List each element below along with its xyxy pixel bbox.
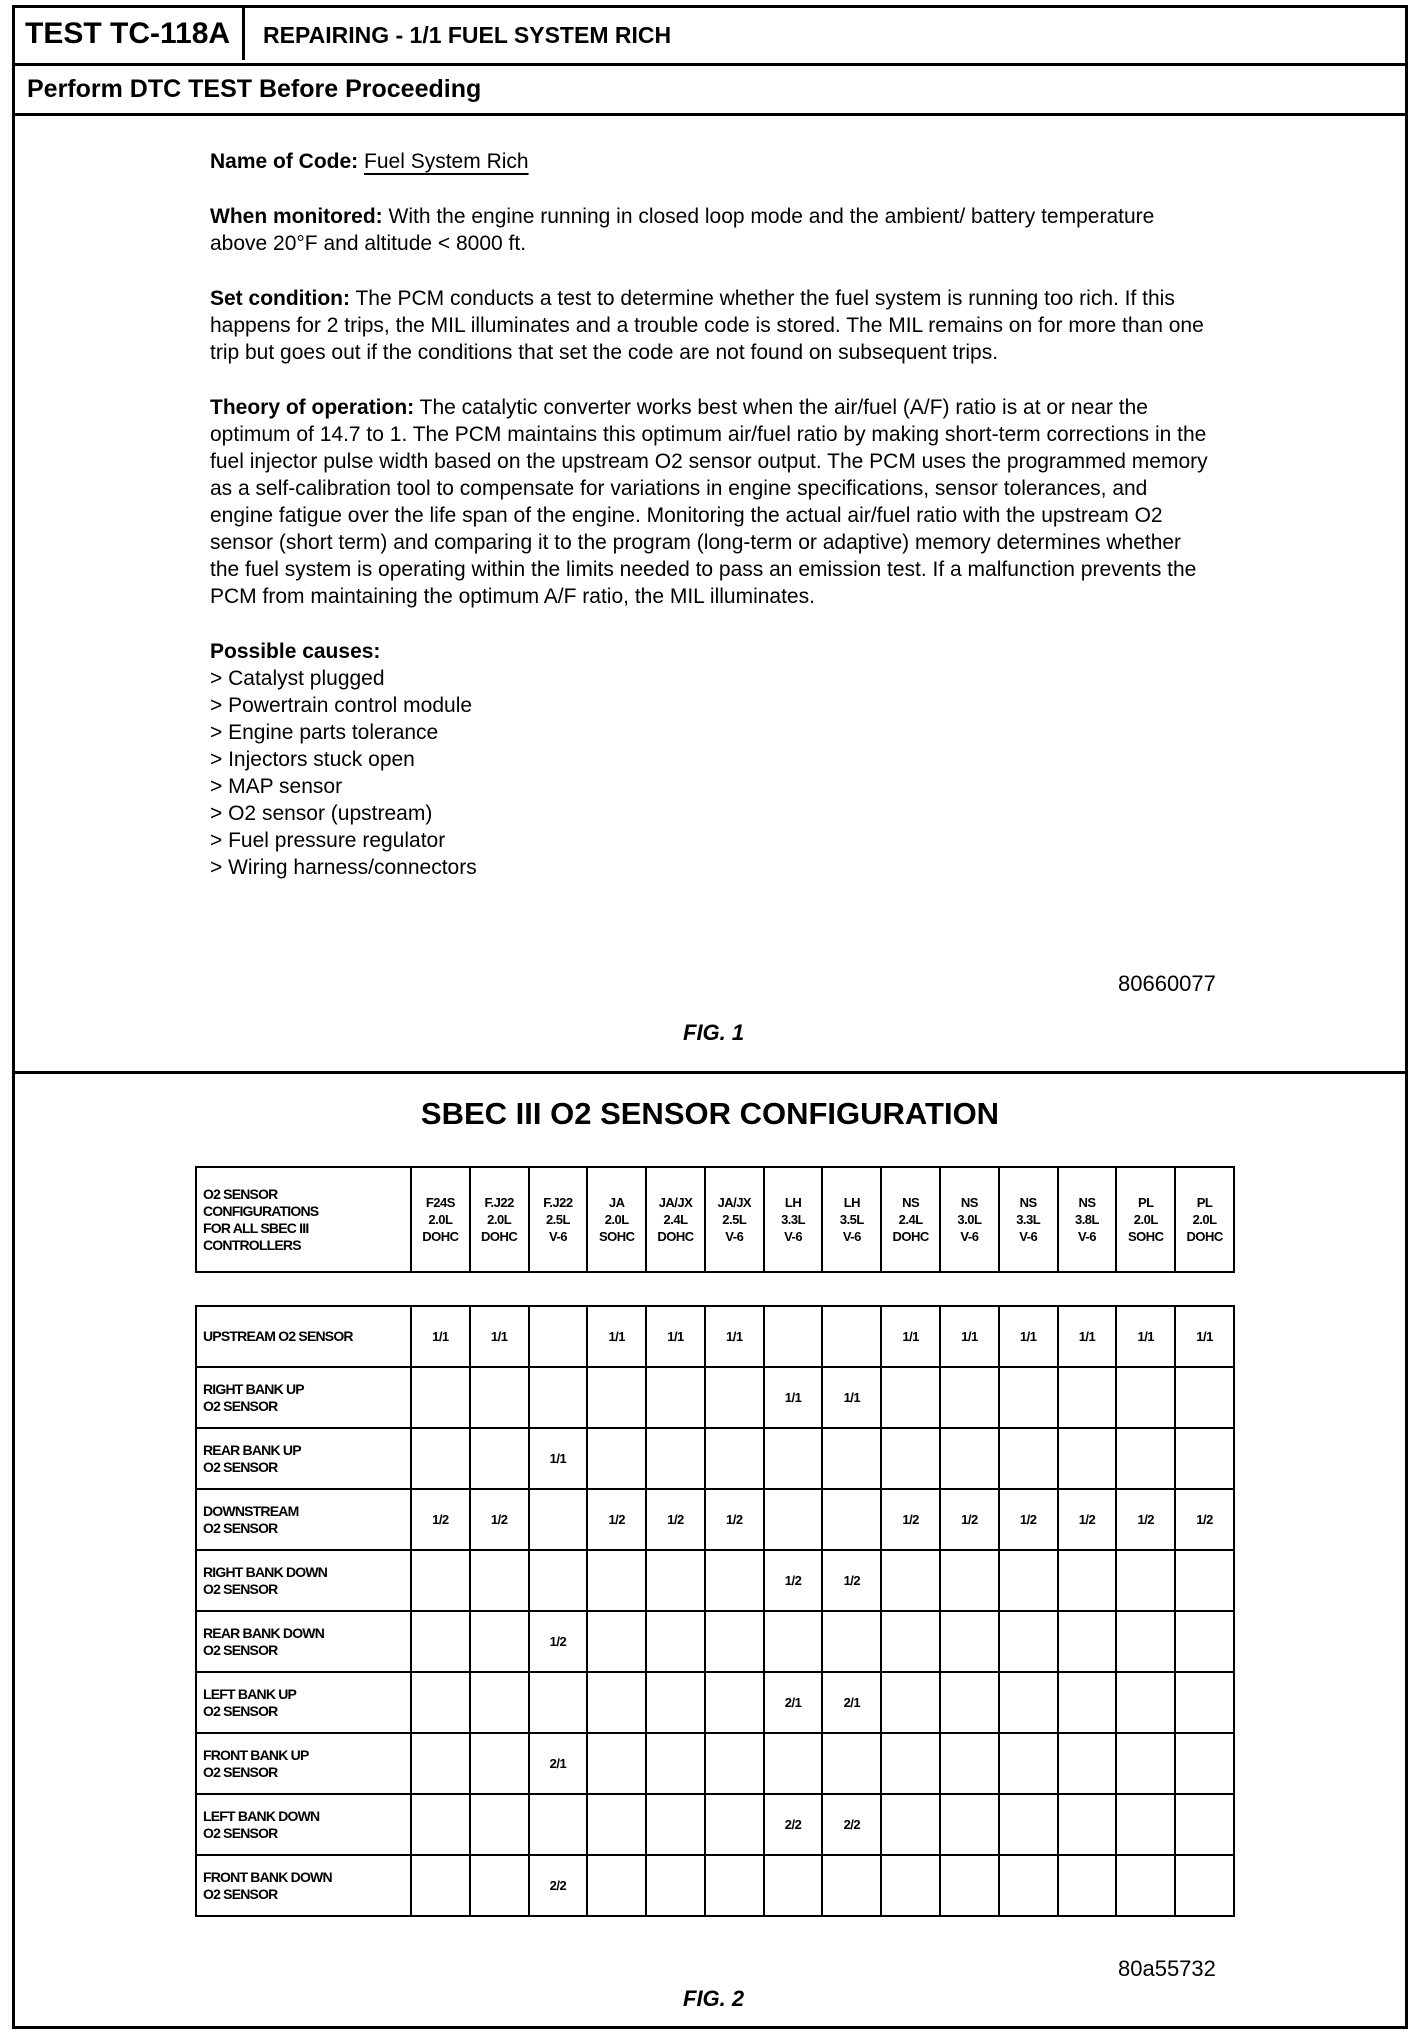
table-cell bbox=[529, 1306, 588, 1367]
table-cell bbox=[1058, 1672, 1117, 1733]
table-cell bbox=[411, 1794, 470, 1855]
table-cell bbox=[470, 1428, 529, 1489]
theory-text: The catalytic converter works best when the air/fuel (A/F) ratio is at or near the optimum of 14.7 to 1. The PCM maintains this optimum air/fuel ratio by making short-term corrections in the fuel injector pulse width based on the upstream O2 sensor output. The PCM uses the programmed memory as a self-calibration tool to compensate for variations in engine specifications, sensor tolerances, and engine fatigue over the life span of the engine. Monitoring the actual air/fuel ratio with the upstream O2 sensor (short term) and comparing it to the program (long-term or adaptive) memory determines whether the fuel system is operating within the limits needed to pass an emission test. If a malfunction prevents the PCM from maintaining the optimum A/F ratio, the MIL illuminates. bbox=[210, 396, 1208, 608]
table-cell: 1/1 bbox=[1058, 1306, 1117, 1367]
column-header-line: 2.4L bbox=[663, 1212, 688, 1227]
table-cell bbox=[587, 1428, 646, 1489]
code-name-value: Fuel System Rich bbox=[364, 150, 529, 173]
table-cell bbox=[587, 1733, 646, 1794]
table-cell bbox=[587, 1550, 646, 1611]
table-cell bbox=[1116, 1428, 1175, 1489]
row-label bbox=[196, 1428, 411, 1489]
column-header bbox=[999, 1167, 1058, 1272]
row-label-line: O2 SENSOR bbox=[203, 1519, 278, 1536]
table-cell bbox=[705, 1611, 764, 1672]
table-cell bbox=[470, 1855, 529, 1916]
table-cell: 1/1 bbox=[1116, 1306, 1175, 1367]
column-header-line: 2.0L bbox=[428, 1212, 453, 1227]
table-cell bbox=[999, 1794, 1058, 1855]
table-cell: 1/1 bbox=[411, 1306, 470, 1367]
table-cell bbox=[822, 1855, 881, 1916]
column-header bbox=[470, 1167, 529, 1272]
column-header-line: DOHC bbox=[481, 1229, 518, 1244]
row-label-line: DOWNSTREAM bbox=[203, 1502, 299, 1519]
table-cell bbox=[1175, 1550, 1234, 1611]
column-header-line: 3.0L bbox=[957, 1212, 982, 1227]
table-cell bbox=[529, 1794, 588, 1855]
set-condition-label: Set condition: bbox=[210, 287, 350, 310]
table-cell bbox=[764, 1611, 823, 1672]
row-label-line: O2 SENSOR bbox=[203, 1702, 278, 1719]
table-cell bbox=[822, 1611, 881, 1672]
table-cell bbox=[1175, 1611, 1234, 1672]
table-cell bbox=[881, 1855, 940, 1916]
column-header bbox=[1058, 1167, 1117, 1272]
table-cell bbox=[470, 1794, 529, 1855]
when-monitored-text: With the engine running in closed loop mode and the ambient/ battery temperature above 20°F and altitude < 8000 ft. bbox=[210, 205, 1155, 255]
when-monitored-paragraph bbox=[210, 203, 1210, 257]
row-label-line: RIGHT BANK DOWN bbox=[203, 1563, 328, 1580]
table-row bbox=[196, 1611, 1234, 1672]
table-cell bbox=[822, 1733, 881, 1794]
table-row bbox=[196, 1794, 1234, 1855]
column-header-row bbox=[196, 1167, 1234, 1272]
row-label bbox=[196, 1794, 411, 1855]
table-cell: 1/1 bbox=[881, 1306, 940, 1367]
table-cell bbox=[529, 1489, 588, 1550]
table-cell: 1/2 bbox=[646, 1489, 705, 1550]
column-header bbox=[1175, 1167, 1234, 1272]
column-header-line: DOHC bbox=[892, 1229, 929, 1244]
column-header-line: V-6 bbox=[725, 1229, 744, 1244]
table-cell bbox=[1058, 1550, 1117, 1611]
table-cell: 1/1 bbox=[764, 1367, 823, 1428]
fig1-text-block bbox=[210, 148, 1210, 881]
table-cell bbox=[411, 1611, 470, 1672]
table-cell bbox=[822, 1306, 881, 1367]
table-cell bbox=[705, 1428, 764, 1489]
column-header-line: NS bbox=[1078, 1195, 1096, 1210]
table-cell bbox=[1058, 1855, 1117, 1916]
row-label bbox=[196, 1672, 411, 1733]
table-cell: 1/2 bbox=[705, 1489, 764, 1550]
column-header-line: V-6 bbox=[842, 1229, 861, 1244]
column-header-line: DOHC bbox=[422, 1229, 459, 1244]
column-header-line: F.J22 bbox=[543, 1195, 573, 1210]
table-cell bbox=[940, 1367, 999, 1428]
table-cell bbox=[1175, 1733, 1234, 1794]
row-label-line: O2 SENSOR bbox=[203, 1580, 278, 1597]
column-header bbox=[529, 1167, 588, 1272]
row-label-line: O2 SENSOR bbox=[203, 1763, 278, 1780]
column-header-line: NS bbox=[1019, 1195, 1037, 1210]
table-cell bbox=[999, 1855, 1058, 1916]
table-cell bbox=[646, 1733, 705, 1794]
column-header-line: JA/JX bbox=[658, 1195, 693, 1210]
table-cell bbox=[529, 1550, 588, 1611]
table-cell bbox=[529, 1367, 588, 1428]
column-header-line: 3.5L bbox=[839, 1212, 864, 1227]
cause-item: > Fuel pressure regulator bbox=[210, 829, 446, 852]
column-header-line: V-6 bbox=[1019, 1229, 1038, 1244]
row-label-line: UPSTREAM O2 SENSOR bbox=[203, 1328, 353, 1344]
table-cell bbox=[1175, 1855, 1234, 1916]
table-cell bbox=[1058, 1428, 1117, 1489]
corner-label bbox=[196, 1167, 411, 1272]
table-row bbox=[196, 1367, 1234, 1428]
column-header-line: F.J22 bbox=[484, 1195, 514, 1210]
column-header-line: 2.5L bbox=[722, 1212, 747, 1227]
column-header bbox=[1116, 1167, 1175, 1272]
column-header-line: JA/JX bbox=[717, 1195, 752, 1210]
table-cell bbox=[1116, 1855, 1175, 1916]
corner-line: CONTROLLERS bbox=[203, 1236, 301, 1253]
table-cell bbox=[1175, 1794, 1234, 1855]
row-label bbox=[196, 1306, 411, 1367]
column-header-line: SOHC bbox=[1127, 1229, 1164, 1244]
table-cell: 1/1 bbox=[646, 1306, 705, 1367]
table-cell bbox=[822, 1489, 881, 1550]
row-label-line: O2 SENSOR bbox=[203, 1397, 278, 1414]
cause-item: > O2 sensor (upstream) bbox=[210, 802, 433, 825]
test-id: TEST TC-118A bbox=[15, 8, 245, 60]
column-header-line: 2.0L bbox=[604, 1212, 629, 1227]
table-cell bbox=[1175, 1672, 1234, 1733]
cause-item: > Catalyst plugged bbox=[210, 667, 385, 690]
set-condition-text: The PCM conducts a test to determine whether the fuel system is running too rich. If this happens for 2 trips, the MIL illuminates and a trouble code is stored. The MIL remains on for more than one trip but goes out if the conditions that set the code are not found on subsequent trips. bbox=[210, 287, 1204, 364]
table-cell bbox=[470, 1672, 529, 1733]
row-label-line: LEFT BANK UP bbox=[203, 1685, 297, 1702]
table-cell bbox=[1116, 1733, 1175, 1794]
table-cell bbox=[705, 1672, 764, 1733]
row-label bbox=[196, 1550, 411, 1611]
row-label bbox=[196, 1733, 411, 1794]
table-cell: 1/2 bbox=[822, 1550, 881, 1611]
table-cell bbox=[940, 1550, 999, 1611]
table-cell bbox=[999, 1367, 1058, 1428]
column-header-line: 3.8L bbox=[1074, 1212, 1099, 1227]
corner-line: FOR ALL SBEC III bbox=[203, 1219, 309, 1236]
row-label bbox=[196, 1489, 411, 1550]
table-cell bbox=[764, 1733, 823, 1794]
column-header bbox=[411, 1167, 470, 1272]
cause-item: > Powertrain control module bbox=[210, 694, 473, 717]
table-cell bbox=[999, 1672, 1058, 1733]
table-cell bbox=[587, 1611, 646, 1672]
table-cell bbox=[1116, 1611, 1175, 1672]
column-header-line: PL bbox=[1137, 1195, 1154, 1210]
table-cell bbox=[940, 1855, 999, 1916]
column-header-line: V-6 bbox=[548, 1229, 567, 1244]
row-label bbox=[196, 1855, 411, 1916]
table-cell bbox=[705, 1794, 764, 1855]
column-header-line: 2.0L bbox=[1192, 1212, 1217, 1227]
cause-item: > MAP sensor bbox=[210, 775, 343, 798]
table-cell bbox=[999, 1550, 1058, 1611]
column-header-line: V-6 bbox=[960, 1229, 979, 1244]
column-header-line: PL bbox=[1196, 1195, 1213, 1210]
column-header-line: NS bbox=[902, 1195, 920, 1210]
column-header bbox=[646, 1167, 705, 1272]
table-cell bbox=[999, 1428, 1058, 1489]
column-header-line: DOHC bbox=[1186, 1229, 1223, 1244]
code-name-paragraph bbox=[210, 148, 1210, 175]
column-header-line: 3.3L bbox=[781, 1212, 806, 1227]
possible-causes-label: Possible causes: bbox=[210, 640, 381, 663]
table-cell bbox=[705, 1367, 764, 1428]
table-cell: 1/2 bbox=[587, 1489, 646, 1550]
column-header-line: F24S bbox=[425, 1195, 455, 1210]
procedure-note-bar bbox=[15, 66, 1405, 116]
table-cell: 1/1 bbox=[999, 1306, 1058, 1367]
table-cell: 2/2 bbox=[764, 1794, 823, 1855]
table-cell: 2/1 bbox=[529, 1733, 588, 1794]
table-cell bbox=[881, 1611, 940, 1672]
table-cell bbox=[1116, 1367, 1175, 1428]
table-cell: 1/2 bbox=[1175, 1489, 1234, 1550]
cause-item: > Wiring harness/connectors bbox=[210, 856, 477, 879]
document-page bbox=[12, 5, 1408, 2029]
table-cell bbox=[587, 1367, 646, 1428]
column-header-line: LH bbox=[784, 1195, 802, 1210]
column-header bbox=[940, 1167, 999, 1272]
section-divider bbox=[15, 1071, 1405, 1074]
sensor-config-table bbox=[195, 1305, 1235, 1917]
table-cell bbox=[881, 1733, 940, 1794]
table-cell bbox=[470, 1550, 529, 1611]
table-cell: 1/1 bbox=[705, 1306, 764, 1367]
set-condition-paragraph bbox=[210, 285, 1210, 366]
table-cell bbox=[411, 1428, 470, 1489]
table-cell: 1/2 bbox=[881, 1489, 940, 1550]
cause-item: > Injectors stuck open bbox=[210, 748, 415, 771]
corner-line: O2 SENSOR bbox=[203, 1185, 278, 1202]
when-monitored-label: When monitored: bbox=[210, 205, 383, 228]
table-cell: 1/1 bbox=[470, 1306, 529, 1367]
cause-item: > Engine parts tolerance bbox=[210, 721, 439, 744]
table-cell: 1/2 bbox=[999, 1489, 1058, 1550]
table-cell bbox=[587, 1855, 646, 1916]
row-label bbox=[196, 1611, 411, 1672]
table-cell bbox=[411, 1367, 470, 1428]
table-cell bbox=[1058, 1794, 1117, 1855]
table-row bbox=[196, 1855, 1234, 1916]
table-row bbox=[196, 1550, 1234, 1611]
table-cell bbox=[1175, 1367, 1234, 1428]
table-cell: 2/1 bbox=[822, 1672, 881, 1733]
table-row bbox=[196, 1733, 1234, 1794]
table-cell bbox=[646, 1550, 705, 1611]
column-header-line: DOHC bbox=[657, 1229, 694, 1244]
table-cell bbox=[646, 1672, 705, 1733]
table-cell bbox=[940, 1733, 999, 1794]
theory-paragraph bbox=[210, 394, 1210, 610]
table-cell bbox=[1116, 1550, 1175, 1611]
table-cell bbox=[646, 1428, 705, 1489]
column-header-line: 2.0L bbox=[487, 1212, 512, 1227]
fig1-reference-number: 80660077 bbox=[1118, 971, 1216, 996]
row-label-line: O2 SENSOR bbox=[203, 1458, 278, 1475]
column-header-line: V-6 bbox=[784, 1229, 803, 1244]
column-header-line: LH bbox=[843, 1195, 861, 1210]
table-cell bbox=[1175, 1428, 1234, 1489]
table-cell: 2/2 bbox=[529, 1855, 588, 1916]
table-cell bbox=[529, 1672, 588, 1733]
row-label-line: REAR BANK UP bbox=[203, 1441, 301, 1458]
table-cell bbox=[705, 1855, 764, 1916]
table-cell bbox=[411, 1855, 470, 1916]
table-cell bbox=[940, 1428, 999, 1489]
row-label-line: REAR BANK DOWN bbox=[203, 1624, 325, 1641]
table-cell: 1/1 bbox=[822, 1367, 881, 1428]
table-cell bbox=[764, 1428, 823, 1489]
table-cell bbox=[470, 1611, 529, 1672]
table-cell bbox=[881, 1367, 940, 1428]
possible-causes bbox=[210, 638, 1210, 881]
table-cell bbox=[705, 1733, 764, 1794]
table-cell: 1/2 bbox=[764, 1550, 823, 1611]
table-cell bbox=[646, 1855, 705, 1916]
test-title: REPAIRING - 1/1 FUEL SYSTEM RICH bbox=[263, 22, 672, 48]
column-header-line: 2.4L bbox=[898, 1212, 923, 1227]
column-header bbox=[822, 1167, 881, 1272]
code-name-label: Name of Code: bbox=[210, 150, 359, 173]
table-cell bbox=[881, 1794, 940, 1855]
table-cell bbox=[411, 1733, 470, 1794]
table-cell: 1/2 bbox=[529, 1611, 588, 1672]
fig1-caption: FIG. 1 bbox=[683, 1020, 745, 1045]
table-cell bbox=[822, 1428, 881, 1489]
row-label-line: FRONT BANK DOWN bbox=[203, 1868, 332, 1885]
table-cell: 1/1 bbox=[587, 1306, 646, 1367]
table-cell: 1/2 bbox=[940, 1489, 999, 1550]
table-row bbox=[196, 1306, 1234, 1367]
sensor-config-header-table bbox=[195, 1166, 1235, 1273]
table-cell bbox=[587, 1794, 646, 1855]
table-cell bbox=[646, 1794, 705, 1855]
row-label-line: RIGHT BANK UP bbox=[203, 1380, 304, 1397]
row-label-line: FRONT BANK UP bbox=[203, 1746, 309, 1763]
column-header-line: SOHC bbox=[598, 1229, 635, 1244]
column-header-line: JA bbox=[608, 1195, 625, 1210]
table-cell bbox=[999, 1611, 1058, 1672]
row-label-line: O2 SENSOR bbox=[203, 1824, 278, 1841]
table-cell: 1/2 bbox=[1058, 1489, 1117, 1550]
row-label-line: O2 SENSOR bbox=[203, 1641, 278, 1658]
column-header-line: NS bbox=[960, 1195, 978, 1210]
column-header-line: 2.5L bbox=[545, 1212, 570, 1227]
table-cell bbox=[705, 1550, 764, 1611]
table-cell: 1/2 bbox=[470, 1489, 529, 1550]
theory-label: Theory of operation: bbox=[210, 396, 415, 419]
table-cell: 1/2 bbox=[1116, 1489, 1175, 1550]
table-cell bbox=[1058, 1733, 1117, 1794]
table-row bbox=[196, 1672, 1234, 1733]
table-cell bbox=[411, 1672, 470, 1733]
column-header-line: V-6 bbox=[1077, 1229, 1096, 1244]
row-label bbox=[196, 1367, 411, 1428]
table-cell bbox=[999, 1733, 1058, 1794]
table-title: SBEC III O2 SENSOR CONFIGURATION bbox=[420, 1096, 1000, 1131]
table-cell: 1/1 bbox=[940, 1306, 999, 1367]
fig2-caption: FIG. 2 bbox=[683, 1986, 745, 2011]
table-cell bbox=[646, 1611, 705, 1672]
procedure-note: Perform DTC TEST Before Proceeding bbox=[27, 75, 482, 103]
table-cell bbox=[470, 1367, 529, 1428]
column-header bbox=[881, 1167, 940, 1272]
column-header-line: 3.3L bbox=[1016, 1212, 1041, 1227]
table-cell bbox=[940, 1672, 999, 1733]
table-cell bbox=[1116, 1794, 1175, 1855]
table-cell: 1/2 bbox=[411, 1489, 470, 1550]
table-cell bbox=[411, 1550, 470, 1611]
column-header-line: 2.0L bbox=[1133, 1212, 1158, 1227]
table-cell bbox=[646, 1367, 705, 1428]
table-cell bbox=[1058, 1367, 1117, 1428]
table-cell bbox=[881, 1428, 940, 1489]
table-cell: 2/2 bbox=[822, 1794, 881, 1855]
table-cell bbox=[470, 1733, 529, 1794]
row-label-line: O2 SENSOR bbox=[203, 1885, 278, 1902]
table-cell bbox=[587, 1672, 646, 1733]
table-cell bbox=[764, 1855, 823, 1916]
test-header bbox=[15, 8, 1405, 66]
table-cell bbox=[940, 1794, 999, 1855]
column-header bbox=[705, 1167, 764, 1272]
table-cell bbox=[764, 1306, 823, 1367]
table-cell bbox=[1116, 1672, 1175, 1733]
table-cell bbox=[881, 1550, 940, 1611]
table-cell bbox=[1058, 1611, 1117, 1672]
table-cell: 1/1 bbox=[529, 1428, 588, 1489]
table-cell: 2/1 bbox=[764, 1672, 823, 1733]
table-cell bbox=[764, 1489, 823, 1550]
corner-line: CONFIGURATIONS bbox=[203, 1202, 319, 1219]
table-cell bbox=[881, 1672, 940, 1733]
fig2-reference-number: 80a55732 bbox=[1118, 1956, 1216, 1981]
table-row bbox=[196, 1489, 1234, 1550]
table-cell bbox=[940, 1611, 999, 1672]
row-label-line: LEFT BANK DOWN bbox=[203, 1807, 320, 1824]
column-header bbox=[764, 1167, 823, 1272]
table-cell: 1/1 bbox=[1175, 1306, 1234, 1367]
column-header bbox=[587, 1167, 646, 1272]
table-row bbox=[196, 1428, 1234, 1489]
